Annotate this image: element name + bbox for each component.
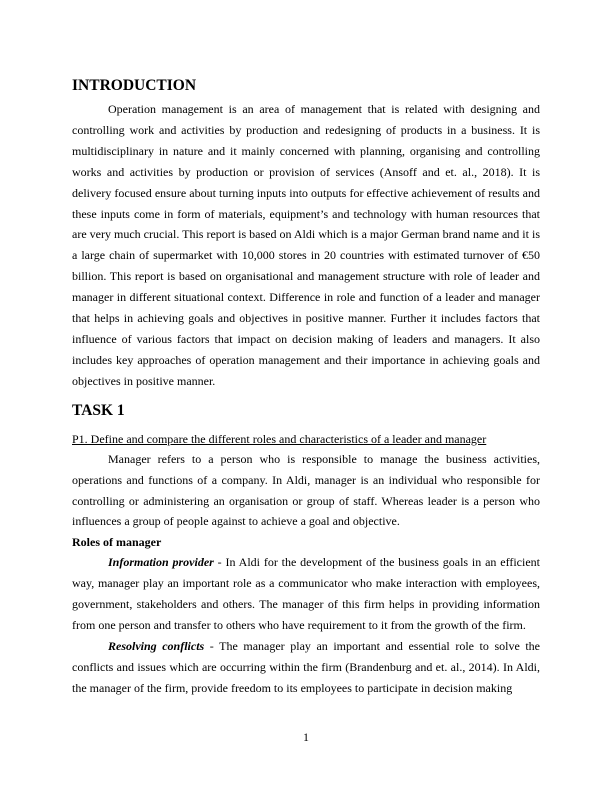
page-content <box>72 75 540 699</box>
role-information-provider <box>72 552 540 636</box>
role-term: Resolving conflicts <box>108 638 205 653</box>
introduction-paragraph: Operation management is an area of management that is related with designing and controlling work and activities by production and redesigning of products in a business. It is multidisciplinary in nature and it mainly concerned with planning, organising and controlling works and activities by production or provision of services (Ansoff and et. al., 2018). It is delivery focused ensure about turning inputs into outputs for effective achievement of results and these inputs come in form of materials, equipment’s and technology with human resources that are very much crucial. This report is based on Aldi which is a major German brand name and it is a large chain of supermarket with 10,000 stores in 20 countries with estimated turnover of €50 billion. This report is based on organisational and management structure with role of leader and manager in different situational context. Difference in role and function of a leader and manager that helps in achieving goals and objectives in positive manner. Further it includes factors that influence of various factors that impact on decision making of leaders and managers. It also includes key approaches of operation management and their importance in achieving goals and objectives in positive manner. <box>72 102 540 388</box>
p1-paragraph: Manager refers to a person who is responsible to manage the business activities, operations and functions of a company. In Aldi, manager is an individual who responsible for controlling or administering an organisation or group of staff. Whereas leader is a person who influences a group of people against to achieve a goal and objective. <box>72 451 540 529</box>
role-term: Information provider <box>108 555 214 570</box>
role-text: - The manager play an important and essential role to solve the conflicts and issues which are occurring within the firm (Brandenburg and et. al., 2014). In Aldi, the manager of the firm, provide freedom to its employees to participate in decision making <box>72 638 540 695</box>
roles-of-manager-heading: Roles of manager <box>72 535 162 550</box>
role-resolving-conflicts <box>72 636 540 699</box>
role-text: - In Aldi for the development of the business goals in an efficient way, manager play an important role as a communicator who make interaction with employees, government, stakeholders and others. The manager of this firm helps in providing information from one person and transfer to others who have requirement to it from the growth of the firm. <box>72 555 540 633</box>
page-number: 1 <box>303 730 309 744</box>
task1-heading: TASK 1 <box>72 401 125 419</box>
p1-title: P1. Define and compare the different roles and characteristics of a leader and manager <box>72 431 487 446</box>
introduction-heading: INTRODUCTION <box>72 77 197 94</box>
